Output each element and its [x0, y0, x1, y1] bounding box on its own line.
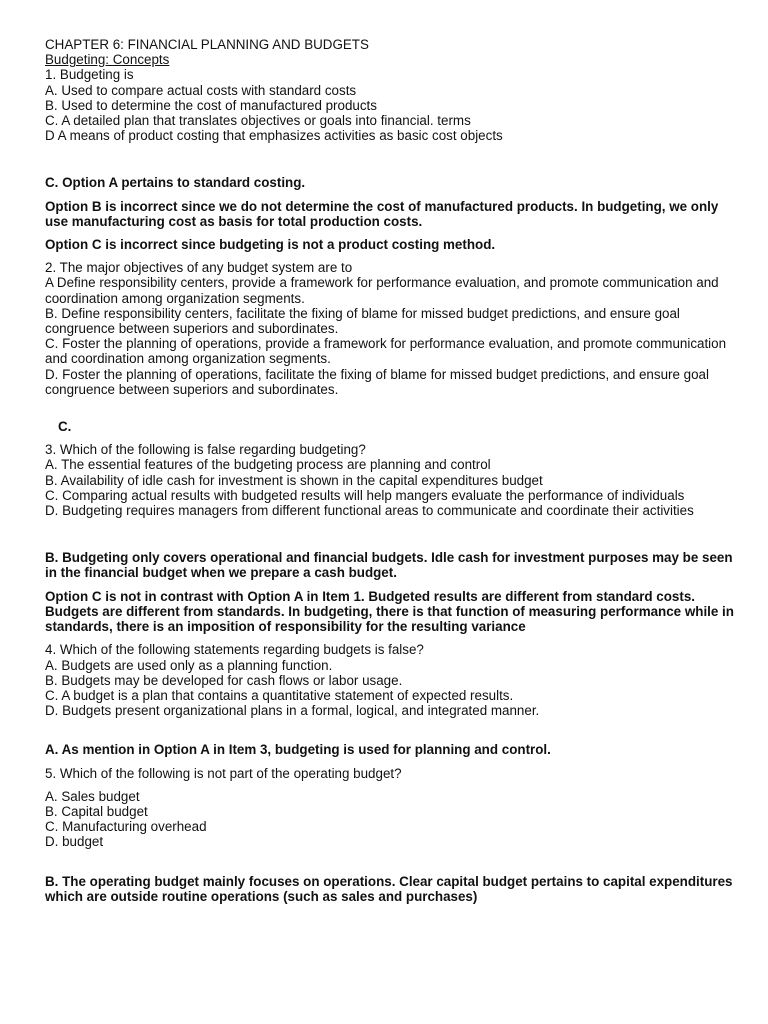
q5-option-d: D. budget: [45, 834, 104, 850]
q4-option-a: A. Budgets are used only as a planning function.: [45, 657, 333, 673]
q5-option-a: A. Sales budget: [45, 788, 140, 804]
q4-option-c: C. A budget is a plan that contains a quantitative statement of expected results.: [45, 687, 514, 703]
q4-option-b: B. Budgets may be developed for cash flows or labor usage.: [45, 672, 403, 688]
q1-option-d: D A means of product costing that emphasizes activities as basic cost objects: [45, 128, 503, 144]
q2-answer: C.: [58, 419, 72, 435]
q1-option-a: A. Used to compare actual costs with standard costs: [45, 82, 357, 98]
q2-option-b: B. Define responsibility centers, facilitate the fixing of blame for missed budget predictions, and ensure goal congruence between superiors and subordinates.: [45, 305, 680, 337]
chapter-title: CHAPTER 6: FINANCIAL PLANNING AND BUDGETS: [45, 37, 369, 52]
question-3: 3. Which of the following is false regarding budgeting?: [45, 442, 366, 458]
q3-option-d: D. Budgeting requires managers from different functional areas to communicate and coordinate their activities: [45, 503, 694, 519]
document-page: [45, 37, 735, 904]
q5-option-c: C. Manufacturing overhead: [45, 819, 207, 835]
q1-explanation-2: Option C is incorrect since budgeting is not a product costing method.: [45, 237, 496, 253]
q1-answer: C. Option A pertains to standard costing.: [45, 175, 306, 191]
q1-option-b: B. Used to determine the cost of manufactured products: [45, 97, 377, 113]
q3-answer: B. Budgeting only covers operational and financial budgets. Idle cash for investment purposes may be seen in the financial budget when we prepare a cash budget.: [45, 550, 733, 581]
q4-answer: A. As mention in Option A in Item 3, budgeting is used for planning and control.: [45, 742, 551, 758]
q3-option-b: B. Availability of idle cash for investment is shown in the capital expenditures budget: [45, 472, 543, 488]
q5-answer: B. The operating budget mainly focuses on operations. Clear capital budget pertains to capital expenditures which are outside routine operations (such as sales and purchases): [45, 873, 733, 904]
q1-option-c: C. A detailed plan that translates objectives or goals into financial. terms: [45, 113, 471, 129]
q2-option-a: A Define responsibility centers, provide a framework for performance evaluation, and promote communication and coordination among organization segments.: [45, 275, 719, 306]
q5-option-b: B. Capital budget: [45, 803, 148, 819]
question-4: 4. Which of the following statements regarding budgets is false?: [45, 642, 424, 658]
section-heading: Budgeting: Concepts: [45, 52, 170, 68]
q1-explanation-1: Option B is incorrect since we do not determine the cost of manufactured products. In budgeting, we only use manufacturing cost as basis for total production costs.: [45, 198, 719, 229]
q3-option-c: C. Comparing actual results with budgeted results will help mangers evaluate the performance of individuals: [45, 487, 685, 503]
q3-option-a: A. The essential features of the budgeting process are planning and control: [45, 457, 491, 473]
q2-option-d: D. Foster the planning of operations, facilitate the fixing of blame for missed budget predictions, and ensure goal congruence between superiors and subordinates.: [45, 366, 709, 397]
q3-explanation-1: Option C is not in contrast with Option A in Item 1. Budgeted results are different from standard costs. Budgets are different from standards. In budgeting, there is that function of measuring performance while in standards, there is an imposition of responsibility for the resulting variance: [45, 588, 734, 635]
question-2: 2. The major objectives of any budget system are to: [45, 260, 353, 276]
q4-option-d: D. Budgets present organizational plans in a formal, logical, and integrated manner.: [45, 703, 540, 719]
question-1: 1. Budgeting is: [45, 67, 134, 83]
question-5: 5. Which of the following is not part of the operating budget?: [45, 765, 402, 781]
q2-option-c: C. Foster the planning of operations, provide a framework for performance evaluation, and promote communication and coordination among organization segments.: [45, 336, 727, 367]
